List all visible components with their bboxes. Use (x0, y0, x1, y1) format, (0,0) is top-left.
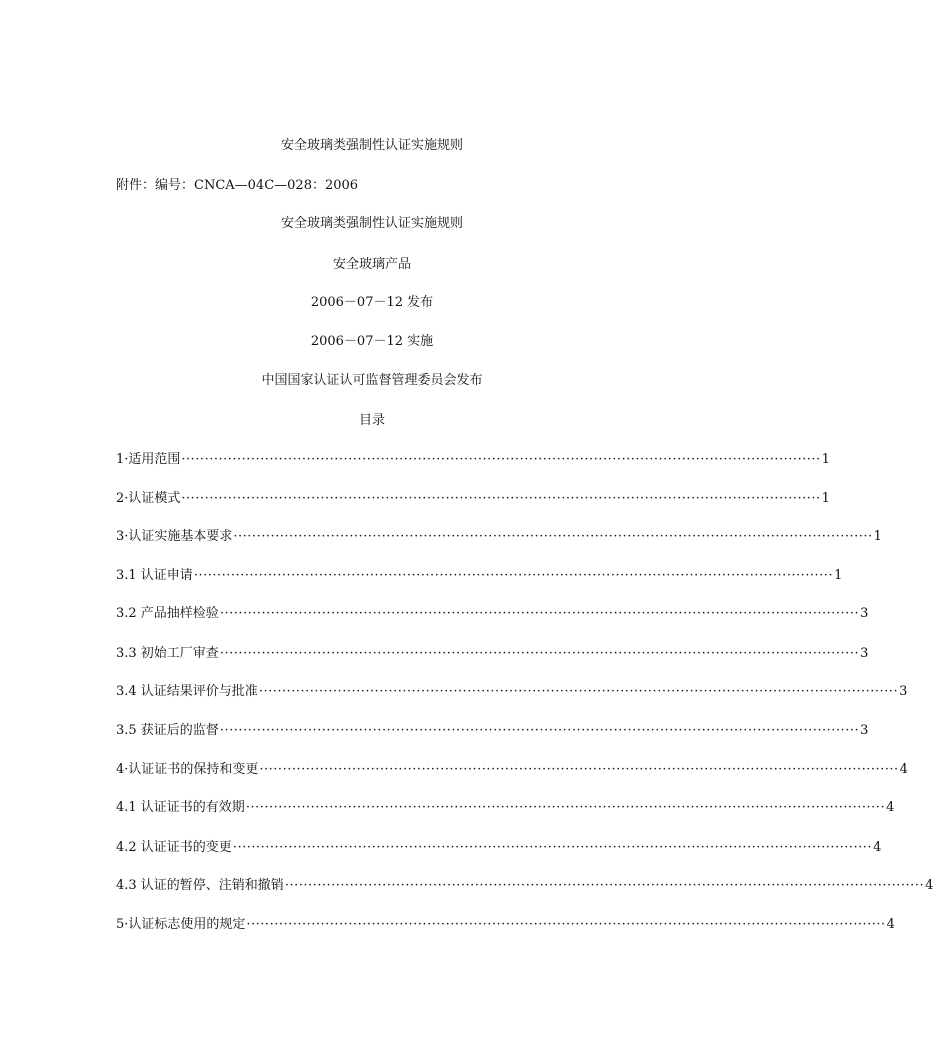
toc-entry-label: 5·认证标志使用的规定 (116, 917, 246, 932)
toc-entry[interactable] (116, 605, 869, 623)
toc-entry-page: 3 (899, 684, 908, 699)
issuer: 中国国家认证认可监督管理委员会发布 (261, 373, 483, 388)
toc-entry-label: 1·适用范围 (116, 452, 181, 467)
toc-leader-dots: ·········································································································································· (193, 568, 834, 583)
toc-entry-label: 4.3 认证的暂停、注销和撤销 (116, 878, 284, 893)
toc-entry-label: 3.3 初始工厂审查 (116, 646, 219, 661)
toc-entry-page: 1 (873, 529, 882, 544)
toc-entry-label: 3.1 认证申请 (116, 568, 193, 583)
toc-entry-label: 3·认证实施基本要求 (116, 529, 233, 544)
toc-entry-page: 4 (899, 762, 908, 777)
toc-leader-dots: ·········································································································································· (219, 606, 860, 621)
toc-entry-label: 2·认证模式 (116, 491, 181, 506)
toc-leader-dots: ·········································································································································· (219, 646, 860, 661)
toc-entry-label: 3.4 认证结果评价与批准 (116, 684, 258, 699)
toc-entry[interactable] (116, 451, 830, 469)
toc-entry-page: 3 (860, 723, 869, 738)
toc-entry-label: 3.5 获证后的监督 (116, 723, 219, 738)
publish-date: 2006－07－12 发布 (310, 295, 434, 310)
toc-heading: 目录 (358, 413, 385, 428)
toc-leader-dots: ·········································································································································· (181, 491, 821, 506)
toc-entry-page: 4 (886, 917, 895, 932)
toc-leader-dots: ·········································································································································· (245, 800, 886, 815)
toc-leader-dots: ·········································································································································· (246, 917, 886, 932)
toc-entry-page: 3 (860, 606, 869, 621)
attachment-number: 附件：编号：CNCA—04C—028：2006 (116, 178, 359, 193)
toc-entry[interactable] (116, 683, 908, 701)
toc-leader-dots: ·········································································································································· (233, 529, 873, 544)
toc-entry[interactable] (116, 916, 895, 934)
toc-entry[interactable] (116, 761, 908, 779)
toc-entry[interactable] (116, 799, 895, 817)
toc-leader-dots: ·········································································································································· (181, 452, 821, 467)
toc-entry[interactable] (116, 528, 882, 546)
toc-entry[interactable] (116, 490, 830, 508)
toc-entry-page: 1 (834, 568, 843, 583)
toc-entry-label: 4.1 认证证书的有效期 (116, 800, 245, 815)
toc-entry-page: 4 (873, 840, 882, 855)
effective-date: 2006－07－12 实施 (310, 334, 434, 349)
toc-entry-page: 4 (925, 878, 933, 893)
toc-leader-dots: ·········································································································································· (232, 840, 873, 855)
toc-entry[interactable] (116, 839, 882, 857)
toc-leader-dots: ·········································································································································· (219, 723, 860, 738)
toc-entry[interactable] (116, 645, 869, 663)
toc-entry-page: 1 (821, 452, 830, 467)
toc-entry-label: 4.2 认证证书的变更 (116, 840, 232, 855)
document-title: 安全玻璃类强制性认证实施规则 (280, 138, 463, 153)
product-name: 安全玻璃产品 (332, 257, 411, 272)
toc-entry-page: 3 (860, 646, 869, 661)
toc-leader-dots: ·········································································································································· (284, 878, 925, 893)
toc-entry-label: 3.2 产品抽样检验 (116, 606, 219, 621)
toc-entry[interactable] (116, 877, 933, 895)
document-subtitle: 安全玻璃类强制性认证实施规则 (280, 216, 463, 231)
toc-entry[interactable] (116, 567, 843, 585)
toc-entry-label: 4·认证证书的保持和变更 (116, 762, 259, 777)
toc-leader-dots: ·········································································································································· (259, 762, 899, 777)
toc-entry[interactable] (116, 722, 869, 740)
toc-entry-page: 1 (821, 491, 830, 506)
toc-leader-dots: ·········································································································································· (258, 684, 899, 699)
toc-entry-page: 4 (886, 800, 895, 815)
